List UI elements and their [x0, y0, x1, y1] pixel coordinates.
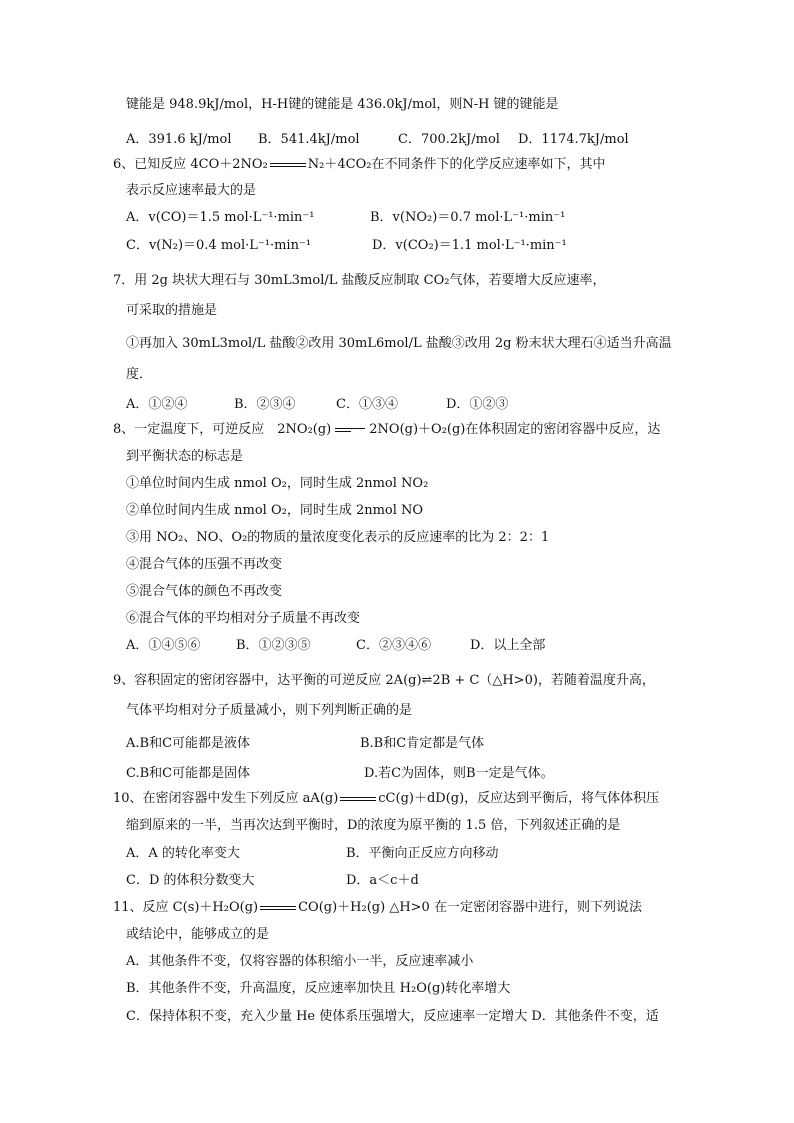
q8-item-3: ③用 NO₂、NO、O₂的物质的量浓度变化表示的反应速率的比为 2：2：1 [126, 530, 550, 545]
q9-option-d: D.若C为固体，则B一定是气体。 [364, 766, 554, 781]
q7-stem-line2: 可采取的措施是 [126, 303, 218, 318]
q6-stem-line2: 表示反应速率最大的是 [126, 183, 257, 198]
q10-stem [113, 790, 659, 808]
q6-option-a: A．v(CO)＝1.5 mol·L⁻¹·min⁻¹ [126, 210, 315, 225]
q5-stem-line: 键能是 948.9kJ/mol，H-H键的键能是 436.0kJ/mol，则N-H 键的键能是 [126, 97, 559, 112]
q10-option-b: B．平衡向正反应方向移动 [346, 846, 499, 861]
q6-option-c: C．v(N₂)＝0.4 mol·L⁻¹·min⁻¹ [126, 238, 312, 253]
q8-item-5: ⑤混合气体的颜色不再改变 [126, 584, 283, 599]
q11-option-b: B．其他条件不变，升高温度，反应速率加快且 H₂O(g)转化率增大 [126, 981, 511, 996]
q11-option-c-d: C．保持体积不变，充入少量 He 使体系压强增大，反应速率一定增大 D．其他条件不变，适 [126, 1009, 659, 1024]
q9-option-c: C.B和C可能都是固体 [126, 766, 251, 781]
q10-option-c: C．D 的体积分数变大 [126, 873, 255, 888]
q5-option-c: C．700.2kJ/mol [398, 132, 500, 147]
q7-option-d: D．①②③ [446, 397, 509, 412]
q6-stem-reactants: 6、已知反应 4CO＋2NO₂ [113, 157, 268, 172]
q6-stem [113, 156, 605, 174]
q8-option-b: B．①②③⑤ [236, 638, 311, 653]
q6-option-d: D．v(CO₂)＝1.1 mol·L⁻¹·min⁻¹ [372, 238, 567, 253]
q10-stem-line2: 缩到原来的一半，当再次达到平衡时，D的浓度为原平衡的 1.5 倍，下列叙述正确的是 [126, 818, 621, 833]
q11-stem-products: CO(g)＋H₂(g) △H>0 在一定密闭容器中进行，则下列说法 [298, 900, 642, 915]
q7-option-b: B．②③④ [234, 397, 296, 412]
q7-stem-line3: ①再加入 30mL3mol/L 盐酸②改用 30mL6mol/L 盐酸③改用 2g 粉末状大理石④适当升高温 [126, 336, 672, 351]
q7-option-c: C．①③④ [336, 397, 398, 412]
q8-stem-line2: 到平衡状态的标志是 [126, 449, 244, 464]
q8-item-4: ④混合气体的压强不再改变 [126, 557, 283, 572]
q11-option-a: A．其他条件不变，仅将容器的体积缩小一半，反应速率减小 [126, 954, 474, 969]
q8-stem [113, 421, 660, 439]
q8-option-c: C．②③④⑥ [356, 638, 431, 653]
q11-stem-line2: 或结论中，能够成立的是 [126, 927, 270, 942]
reversible-arrow-icon [335, 426, 365, 434]
q10-option-a: A．A 的转化率变大 [126, 846, 240, 861]
q11-stem-reactants: 11、反应 C(s)＋H₂O(g) [113, 900, 259, 915]
q8-item-1: ①单位时间内生成 nmol O₂，同时生成 2nmol NO₂ [126, 476, 429, 491]
q7-stem-line4: 度． [126, 367, 153, 382]
q10-stem-reactants: 10、在密闭容器中发生下列反应 aA(g) [113, 791, 339, 806]
q8-stem-products: 2NO(g)＋O₂(g)在体积固定的密闭容器中反应，达 [369, 422, 661, 437]
q5-option-b: B．541.4kJ/mol [258, 132, 360, 147]
q7-option-a: A．①②④ [126, 397, 188, 412]
equals-sign-icon [340, 795, 376, 803]
q9-stem-line1: 9、容积固定的密闭容器中，达平衡的可逆反应 2A(g)⇌2B + C（△H>0)，若随着温度升高， [113, 673, 655, 688]
q8-option-d: D．以上全部 [470, 638, 546, 653]
q11-stem [113, 899, 642, 917]
q7-stem-line1: 7．用 2g 块状大理石与 30mL3mol/L 盐酸反应制取 CO₂气体，若要增大反应速率， [113, 273, 606, 288]
q9-option-b: B.B和C肯定都是气体 [360, 736, 485, 751]
q8-item-6: ⑥混合气体的平均相对分子质量不再改变 [126, 611, 361, 626]
q8-stem-reactants: 8、一定温度下，可逆反应 2NO₂(g) [113, 422, 332, 437]
q10-stem-products: cC(g)＋dD(g)，反应达到平衡后，将气体体积压 [378, 791, 660, 806]
equals-sign-icon [260, 904, 296, 912]
q5-option-d: D．1174.7kJ/mol [518, 132, 629, 147]
q8-item-2: ②单位时间内生成 nmol O₂，同时生成 2nmol NO [126, 503, 424, 518]
q6-stem-products: N₂＋4CO₂在不同条件下的化学反应速率如下，其中 [307, 157, 606, 172]
q9-option-a: A.B和C可能都是液体 [126, 736, 251, 751]
equals-sign-icon [270, 161, 306, 169]
q5-option-a: A．391.6 kJ/mol [126, 132, 232, 147]
q8-option-a: A．①④⑤⑥ [126, 638, 201, 653]
q9-stem-line2: 气体平均相对分子质量减小，则下列判断正确的是 [126, 703, 413, 718]
q10-option-d: D．a＜c＋d [346, 873, 419, 888]
q6-option-b: B．v(NO₂)＝0.7 mol·L⁻¹·min⁻¹ [370, 210, 566, 225]
